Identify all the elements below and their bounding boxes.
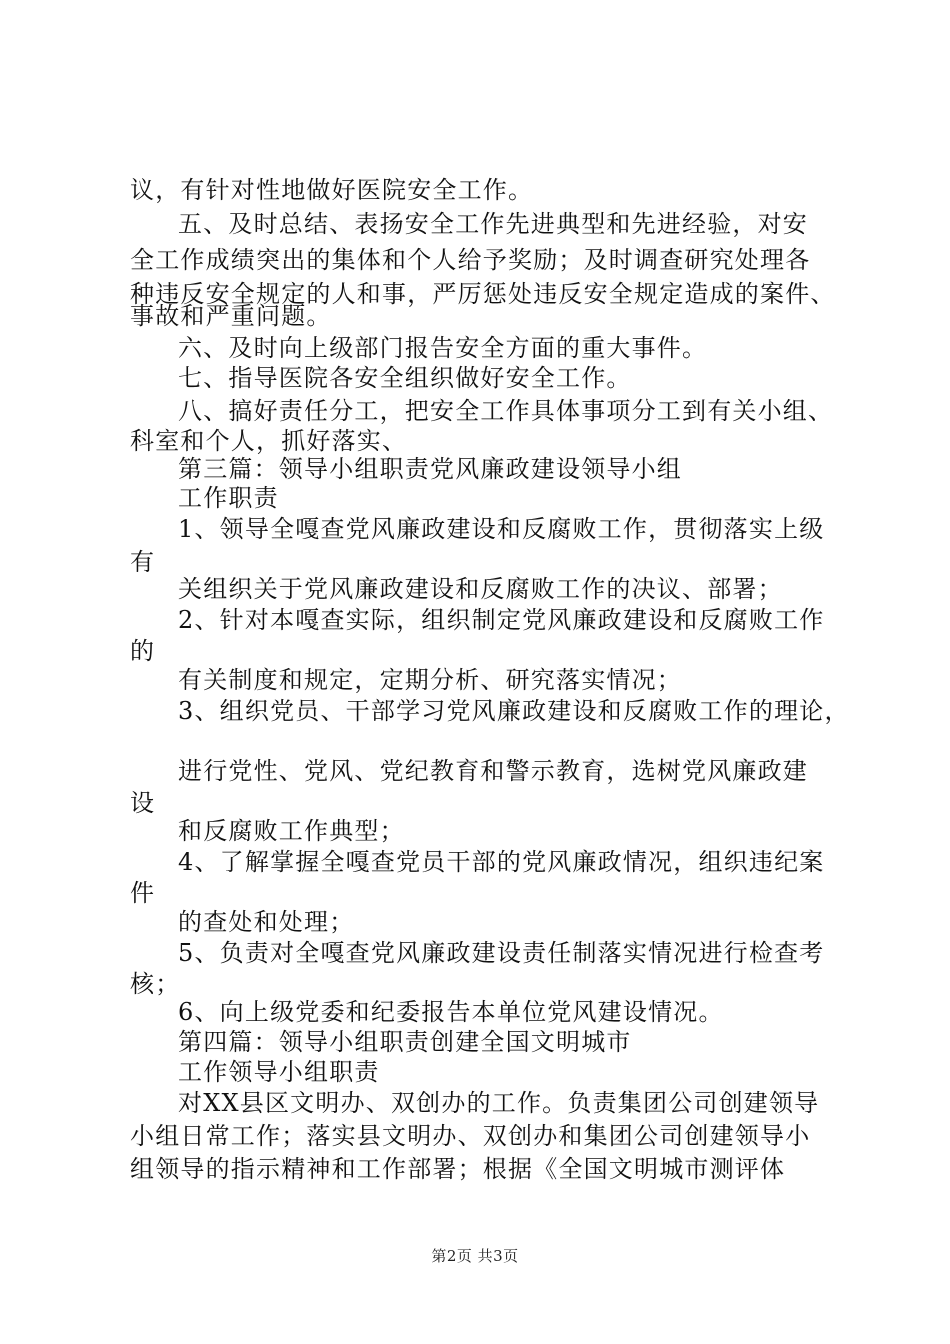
section-heading: 第四篇：领导小组职责创建全国文明城市 [178, 1028, 632, 1056]
text-line: 全工作成绩突出的集体和个人给予奖励；及时调查研究处理各 [130, 246, 811, 274]
text-line: 科室和个人，抓好落实、 [130, 427, 408, 455]
text-line: 2、针对本嘎查实际，组织制定党风廉政建设和反腐败工作 [178, 606, 825, 634]
section-heading: 工作领导小组职责 [178, 1058, 380, 1086]
text-line: 有 [130, 548, 156, 576]
text-line: 五、及时总结、表扬安全工作先进典型和先进经验，对安 [178, 210, 808, 238]
text-line: 的 [130, 637, 156, 665]
text-line: 和反腐败工作典型； [178, 817, 405, 845]
section-heading: 第三篇：领导小组职责党风廉政建设领导小组 [178, 455, 682, 483]
text-line: 议，有针对性地做好医院安全工作。 [130, 176, 534, 204]
text-line: 5、负责对全嘎查党风廉政建设责任制落实情况进行检查考 [178, 939, 825, 967]
text-line: 件 [130, 879, 156, 907]
text-line: 事故和严重问题。 [130, 302, 332, 330]
text-line: 关组织关于党风廉政建设和反腐败工作的决议、部署； [178, 575, 783, 603]
text-line: 3、组织党员、干部学习党风廉政建设和反腐败工作的理论， [178, 697, 850, 725]
text-line: 对XX县区文明办、双创办的工作。负责集团公司创建领导 [178, 1089, 820, 1117]
text-line: 种违反安全规定的人和事，严厉惩处违反安全规定造成的案件、 [130, 280, 836, 308]
text-line: 设 [130, 789, 156, 817]
text-line: 的查处和处理； [178, 908, 355, 936]
page-number-footer: 第2页 共3页 [431, 1247, 519, 1265]
section-heading: 工作职责 [178, 484, 279, 512]
text-line: 八、搞好责任分工，把安全工作具体事项分工到有关小组、 [178, 397, 834, 425]
text-line: 有关制度和规定，定期分析、研究落实情况； [178, 666, 682, 694]
text-line: 进行党性、党风、党纪教育和警示教育，选树党风廉政建 [178, 757, 808, 785]
text-line: 六、及时向上级部门报告安全方面的重大事件。 [178, 334, 708, 362]
text-line: 组领导的指示精神和工作部署；根据《全国文明城市测评体 [130, 1155, 786, 1183]
text-line: 核； [130, 970, 181, 998]
text-line: 4、了解掌握全嘎查党员干部的党风廉政情况，组织违纪案 [178, 848, 825, 876]
text-line: 1、领导全嘎查党风廉政建设和反腐败工作，贯彻落实上级 [178, 515, 825, 543]
text-line: 小组日常工作；落实县文明办、双创办和集团公司创建领导小 [130, 1122, 811, 1150]
text-line: 七、指导医院各安全组织做好安全工作。 [178, 364, 632, 392]
text-line: 6、向上级党委和纪委报告本单位党风建设情况。 [178, 998, 724, 1026]
